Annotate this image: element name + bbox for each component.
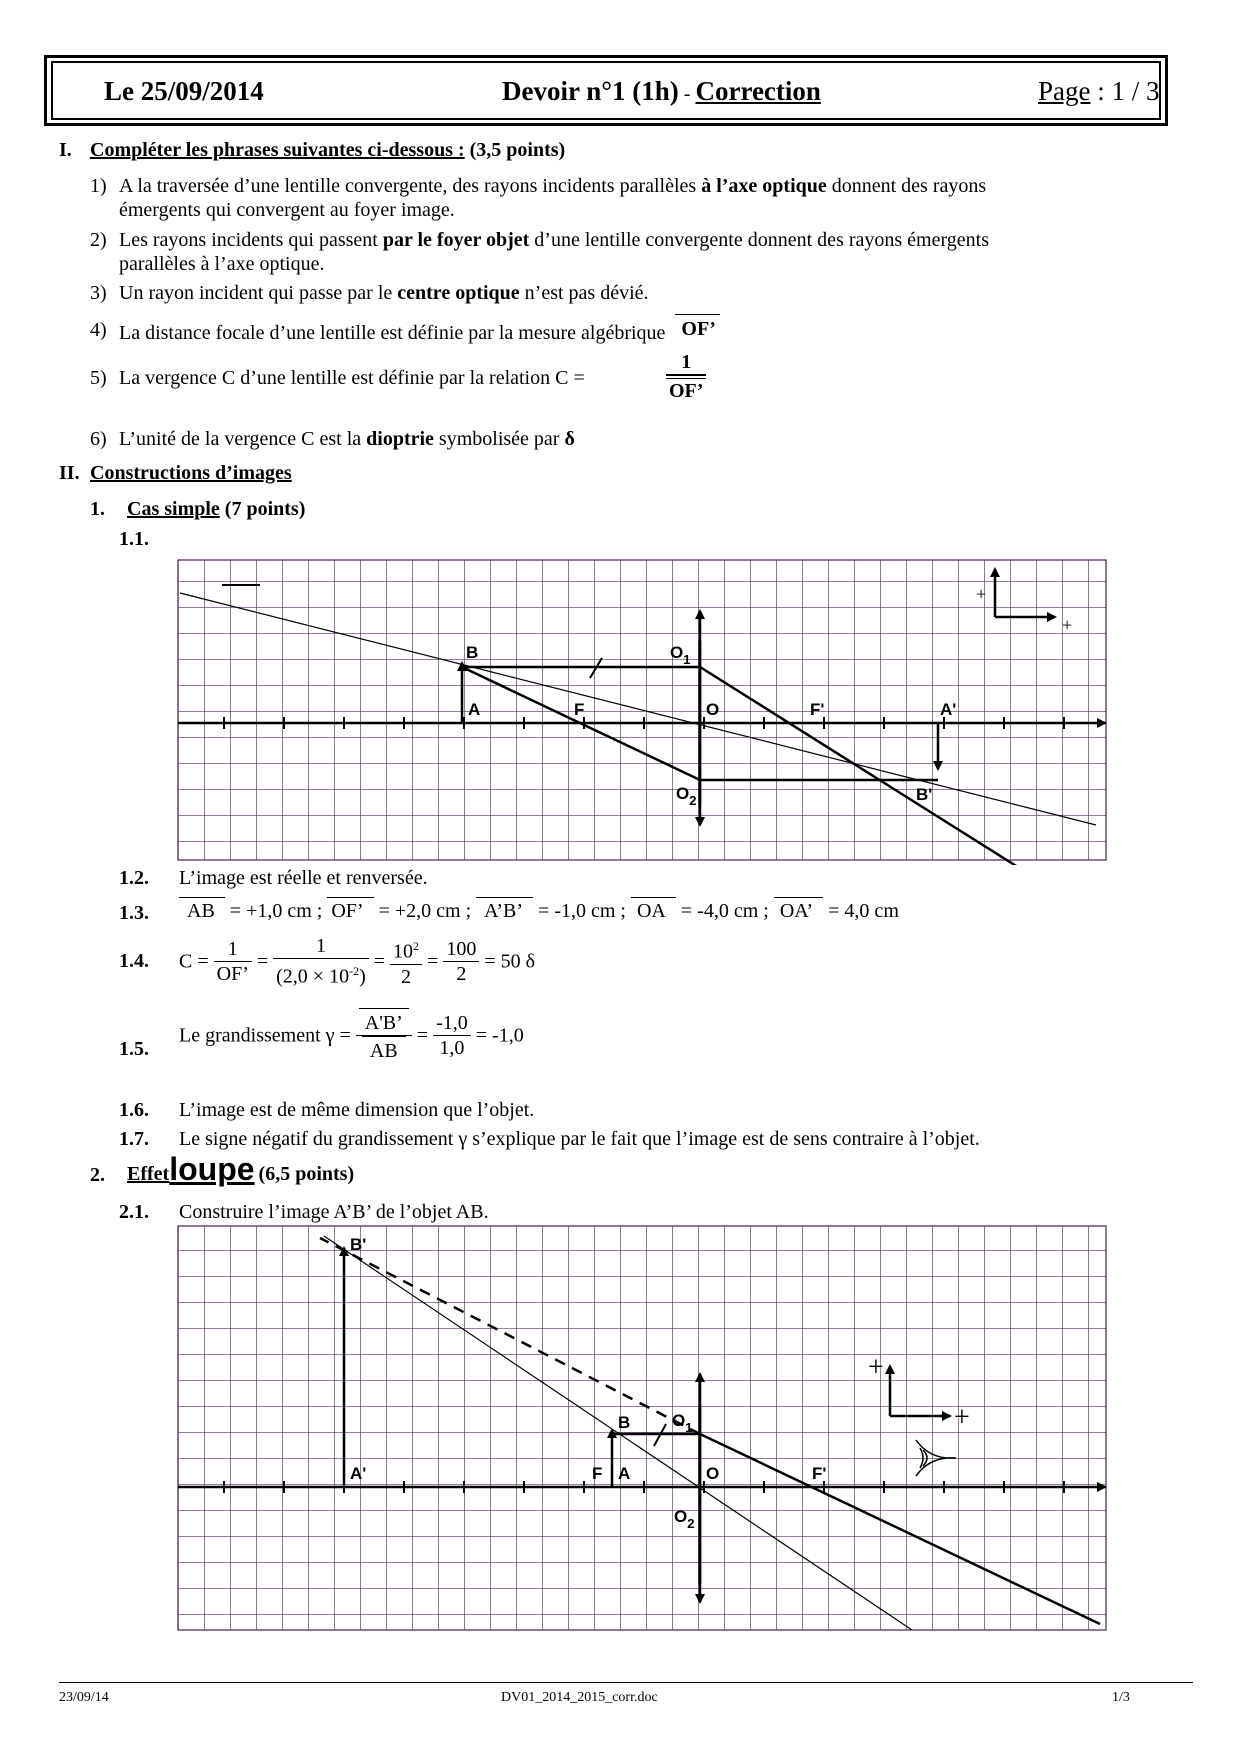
- figure-2-label-F: F: [592, 1464, 603, 1483]
- q-1-6-text: L’image est de même dimension que l’objet.: [179, 1099, 535, 1121]
- q-1-4-formula: C = $\frac{1}{OF’}$ = $\frac{1}{(2,0 \times 10^{-2})}$ = $\frac{10^2}{2}$ = $\frac{100}{2}$ = 50 δ: [179, 935, 536, 988]
- q-1-1-label: 1.1.: [119, 528, 149, 550]
- section-1-title: Compléter les phrases suivantes ci-dessous : (3,5 points): [90, 139, 566, 161]
- item-5-number: 5): [90, 367, 107, 389]
- section-1-number: I.: [59, 139, 72, 161]
- item-2-number: 2): [90, 229, 107, 251]
- q-1-7-text: Le signe négatif du grandissement γ s’explique par le fait que l’image est de sens contraire à l’objet.: [179, 1128, 980, 1150]
- sub-1-title: Cas simple (7 points): [127, 498, 306, 520]
- q-1-3-label: 1.3.: [119, 902, 149, 924]
- q-1-2-label: 1.2.: [119, 867, 149, 889]
- section-2-number: II.: [59, 462, 80, 484]
- q-1-3-values: AB = +1,0 cm ; OF’ = +2,0 cm ; A’B’ = -1,0 cm ; OA = -4,0 cm ; OA’ = 4,0 cm: [179, 897, 899, 923]
- figure-1-label-O2: $O_2$: [676, 784, 697, 808]
- figure-1-label-B: B: [466, 643, 479, 662]
- figure-1-plus-vertical: +: [976, 584, 987, 604]
- figure-1-label-F-prime: F': [810, 700, 825, 719]
- figure-2-ray-diagram: [150, 1224, 1110, 1634]
- item-5-text: La vergence C d’une lentille est définie par la relation C =: [119, 367, 585, 389]
- item-2-text: Les rayons incidents qui passent par le foyer objet d’une lentille convergente donnent des rayons émergents parallèles à l’axe optique.: [119, 229, 989, 275]
- item-1-number: 1): [90, 175, 107, 197]
- footer-date: 23/09/14: [59, 1690, 109, 1705]
- q-1-6-label: 1.6.: [119, 1099, 149, 1121]
- figure-2-label-O1: $O_1$: [672, 1411, 693, 1435]
- figure-1-label-A-prime: A': [940, 700, 957, 719]
- figure-1-plus-horizontal: +: [1062, 615, 1073, 635]
- header-page: Page : 1 / 3: [1038, 76, 1160, 106]
- figure-2-label-B-prime: B': [350, 1235, 367, 1254]
- item-4-number: 4): [90, 319, 107, 341]
- section-2-title: Constructions d’images: [90, 462, 292, 484]
- header-date: Le 25/09/2014: [104, 76, 264, 106]
- figure-1-ray-diagram: [150, 555, 1110, 865]
- figure-1-label-O: O: [706, 700, 720, 719]
- item-6-number: 6): [90, 428, 107, 450]
- figure-1-label-B-prime: B': [916, 785, 933, 804]
- figure-1-label-F: F: [574, 700, 585, 719]
- sub-1-number: 1.: [90, 498, 105, 520]
- figure-2-plus-horizontal: +: [954, 1402, 970, 1433]
- item-3-text: Un rayon incident qui passe par le centre optique n’est pas dévié.: [119, 282, 649, 304]
- q-1-5-label: 1.5.: [119, 1038, 149, 1060]
- sub-2-title: Effetloupe (6,5 points): [127, 1151, 355, 1187]
- q-1-4-label: 1.4.: [119, 950, 149, 972]
- q-2-1-text: Construire l’image A’B’ de l’objet AB.: [179, 1201, 489, 1223]
- item-6-text: L’unité de la vergence C est la dioptrie symbolisée par δ: [119, 428, 575, 450]
- figure-2-label-O2: $O_2$: [674, 1507, 695, 1531]
- item-5-fraction: $\frac{1}{OF’}$: [666, 350, 706, 403]
- figure-1-label-A: A: [468, 700, 481, 719]
- header-title: Devoir n°1 (1h) - Correction: [502, 76, 821, 106]
- q-2-1-label: 2.1.: [119, 1201, 149, 1223]
- figure-2-label-B: B: [618, 1413, 631, 1432]
- figure-2-label-A-prime: A': [350, 1464, 367, 1483]
- footer-filename: DV01_2014_2015_corr.doc: [501, 1690, 658, 1705]
- footer-page: 1/3: [1112, 1690, 1130, 1705]
- sub-2-number: 2.: [90, 1164, 105, 1186]
- figure-2-label-F-prime: F': [812, 1464, 827, 1483]
- figure-2-plus-vertical: +: [868, 1352, 884, 1383]
- q-1-2-text: L’image est réelle et renversée.: [179, 867, 428, 889]
- q-1-7-label: 1.7.: [119, 1128, 149, 1150]
- item-3-number: 3): [90, 282, 107, 304]
- item-1-text: A la traversée d’une lentille convergente, des rayons incidents parallèles à l’axe optique donnent des rayons émergents qui convergent au foyer image.: [119, 175, 987, 221]
- figure-1-label-O1: $O_1$: [670, 643, 691, 667]
- item-4-text: La distance focale d’une lentille est définie par la mesure algébrique OF’: [119, 318, 720, 345]
- figure-2-label-O: O: [706, 1464, 720, 1483]
- q-1-5-formula: Le grandissement γ = $\frac{A'B’}{AB}$ = $\frac{-1,0}{1,0}$ = -1,0: [179, 1008, 524, 1063]
- figure-2-label-A: A: [618, 1464, 631, 1483]
- footer-rule: [59, 1682, 1193, 1683]
